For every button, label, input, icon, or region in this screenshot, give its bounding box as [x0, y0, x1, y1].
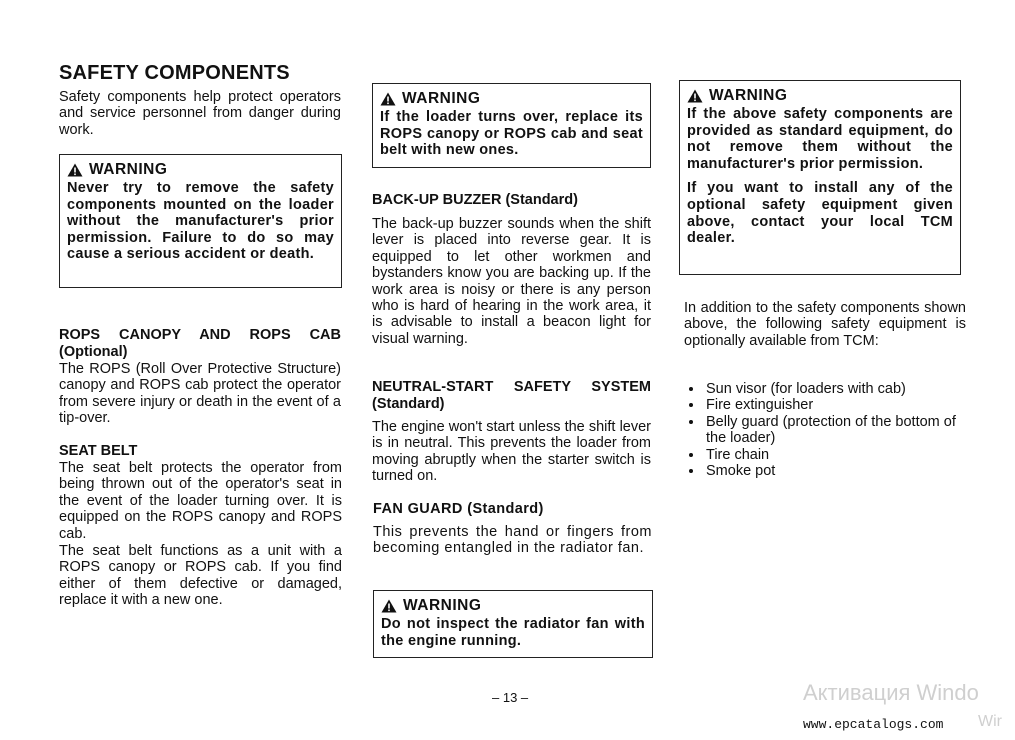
section-heading-neutral: NEUTRAL-START SAFETY SYSTEM (Standard)	[372, 379, 651, 412]
warning-header	[381, 597, 645, 615]
optional-list	[684, 381, 968, 479]
list-item: • Tire chain	[704, 447, 968, 463]
warning-box-2	[372, 83, 651, 168]
site-watermark: www.epcatalogs.com	[803, 717, 944, 732]
warning-box-4	[679, 80, 961, 275]
section-text-neutral: The engine won't start unless the shift lever is in neutral. This prevents the loader from moving abruptly when the starter switch is turned on.	[372, 419, 651, 485]
windows-activation-watermark: Активация Windo	[803, 680, 979, 705]
list-item: • Fire extinguisher	[704, 397, 968, 413]
warning-header	[687, 87, 953, 105]
warning-header	[380, 90, 643, 108]
warning-triangle-icon	[381, 599, 397, 613]
section-text-seatbelt-2: The seat belt functions as a unit with a ROPS canopy or ROPS cab. If you find either of them defective or damaged, replace it with a new one.	[59, 543, 342, 609]
section-heading-buzzer: BACK-UP BUZZER (Standard)	[372, 192, 578, 208]
warning-triangle-icon	[67, 163, 83, 177]
warning-header	[67, 161, 334, 179]
warning-label: WARNING	[402, 90, 481, 107]
warning-text: If the loader turns over, replace its ROPS canopy or ROPS cab and seat belt with new ones.	[380, 109, 643, 159]
warning-text: Never try to remove the safety components mounted on the loader without the manufacturer's prior permission. Failure to do so may cause a serious accident or death.	[67, 180, 334, 263]
page-number: – 13 –	[492, 690, 529, 705]
warning-triangle-icon	[687, 89, 703, 103]
warning-text-1: If the above safety components are provided as standard equipment, do not remove them without the manufacturer's prior permission.	[687, 106, 953, 172]
warning-box-1	[59, 154, 342, 288]
page-title: SAFETY COMPONENTS	[59, 62, 290, 84]
warning-triangle-icon	[380, 92, 396, 106]
warning-label: WARNING	[403, 597, 482, 614]
section-text-rops: The ROPS (Roll Over Protective Structure) canopy and ROPS cab protect the operator from severe injury or death in the event of a tip-over.	[59, 361, 341, 427]
list-item: • Belly guard (protection of the bottom of the loader)	[704, 414, 968, 447]
section-text-seatbelt-1: The seat belt protects the operator from being thrown out of the operator's seat in the event of the loader turning over. It is equipped on the ROPS canopy and ROPS cab.	[59, 460, 342, 542]
list-item: • Smoke pot	[704, 463, 968, 479]
warning-text-2: If you want to install any of the optional safety equipment given above, contact your local TCM dealer.	[687, 180, 953, 247]
windows-activation-watermark-tail: Wir	[978, 713, 1002, 730]
list-item: • Sun visor (for loaders with cab)	[704, 381, 968, 397]
optional-intro: In addition to the safety components shown above, the following safety equipment is optionally available from TCM:	[684, 300, 966, 349]
warning-label: WARNING	[709, 87, 788, 104]
section-text-fan: This prevents the hand or fingers from becoming entangled in the radiator fan.	[373, 524, 652, 557]
warning-label: WARNING	[89, 161, 168, 178]
section-text-buzzer: The back-up buzzer sounds when the shift lever is placed into reverse gear. It is equipped to let other workmen and bystanders know you are backing up. If the work area is noisy or there is any person who is hard of hearing in the work area, it is advisable to install a beacon light for visual warning.	[372, 216, 651, 347]
intro-text: Safety components help protect operators and service personnel from danger during work.	[59, 89, 341, 138]
section-heading-fan: FAN GUARD (Standard)	[373, 501, 544, 517]
section-heading-seatbelt: SEAT BELT	[59, 443, 138, 459]
warning-box-3	[373, 590, 653, 658]
section-heading-rops: ROPS CANOPY AND ROPS CAB (Optional)	[59, 327, 341, 360]
warning-text: Do not inspect the radiator fan with the engine running.	[381, 616, 645, 649]
